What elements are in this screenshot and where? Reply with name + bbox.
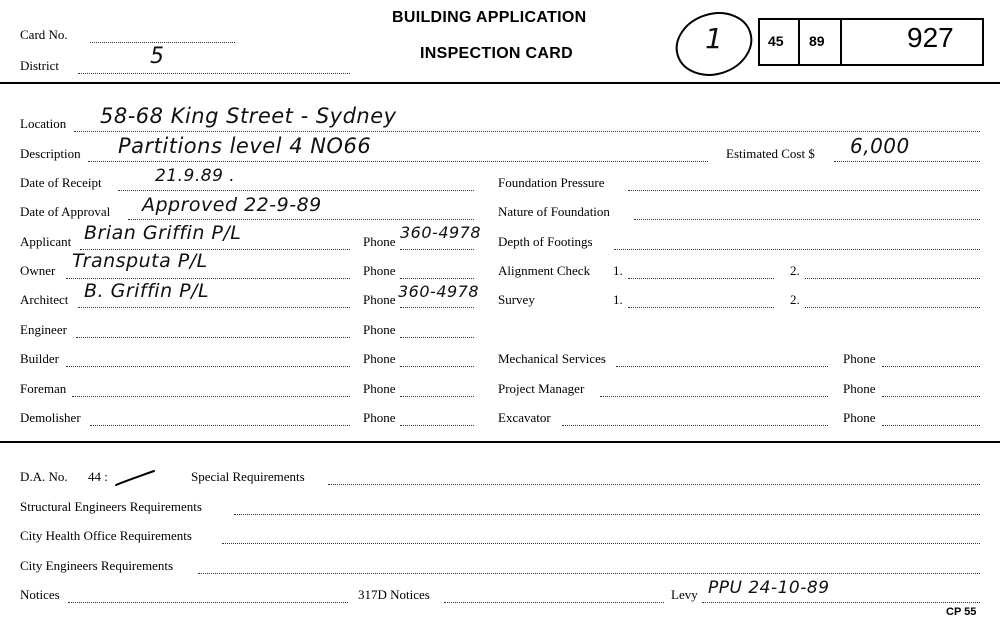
health-dotline bbox=[222, 543, 980, 544]
special-req-dotline bbox=[328, 484, 980, 485]
dash-mark-icon bbox=[112, 468, 158, 490]
structural-dotline bbox=[234, 514, 980, 515]
engineer-phone-dotline bbox=[400, 337, 474, 338]
da-no-value: 44 : bbox=[88, 469, 108, 484]
district-dotline bbox=[78, 73, 350, 74]
applicant-phone-value: 360-4978 bbox=[400, 223, 482, 242]
foundation-pressure-dotline bbox=[628, 190, 980, 191]
mechanical-phone-label: Phone bbox=[843, 351, 876, 366]
applicant-phone-label: Phone bbox=[363, 234, 396, 249]
applicant-value: Brian Griffin P/L bbox=[84, 222, 242, 244]
survey-2-label: 2. bbox=[790, 292, 800, 307]
foreman-dotline bbox=[72, 396, 350, 397]
levy-label: Levy bbox=[671, 587, 698, 602]
box-number-value: 927 bbox=[907, 22, 954, 53]
applicant-label: Applicant bbox=[20, 234, 72, 249]
special-req-label: Special Requirements bbox=[191, 469, 305, 484]
excavator-phone-label: Phone bbox=[843, 410, 876, 425]
survey-label: Survey bbox=[498, 292, 535, 307]
excavator-label: Excavator bbox=[498, 410, 551, 425]
notices-label: Notices bbox=[20, 587, 60, 602]
nature-foundation-dotline bbox=[634, 219, 980, 220]
box-a-value: 45 bbox=[768, 33, 784, 49]
date-receipt-dotline bbox=[118, 190, 474, 191]
description-dotline bbox=[88, 161, 708, 162]
alignment-1-dotline bbox=[628, 278, 774, 279]
description-value: Partitions level 4 NO66 bbox=[118, 134, 372, 158]
box-b-value: 89 bbox=[809, 33, 825, 49]
estimated-cost-dotline bbox=[834, 161, 980, 162]
district-label: District bbox=[20, 58, 59, 73]
architect-phone-dotline bbox=[400, 307, 474, 308]
mechanical-phone-dotline bbox=[882, 366, 980, 367]
da-no-label: D.A. No. bbox=[20, 469, 68, 484]
builder-phone-dotline bbox=[400, 366, 474, 367]
engineers-req-label: City Engineers Requirements bbox=[20, 558, 174, 573]
depth-footings-dotline bbox=[614, 249, 980, 250]
architect-phone-label: Phone bbox=[363, 292, 396, 307]
project-manager-phone-dotline bbox=[882, 396, 980, 397]
mechanical-label: Mechanical Services bbox=[498, 351, 606, 366]
structural-label: Structural Engineers Requirements bbox=[20, 499, 202, 514]
title-line2: INSPECTION CARD bbox=[420, 45, 573, 62]
notices-317d-label: 317D Notices bbox=[358, 587, 430, 602]
levy-value: PPU 24-10-89 bbox=[708, 578, 830, 598]
date-receipt-value: 21.9.89 . bbox=[155, 166, 236, 186]
applicant-phone-dotline bbox=[400, 249, 474, 250]
levy-dotline bbox=[702, 602, 980, 603]
location-label: Location bbox=[20, 116, 67, 131]
card-no-dotline bbox=[90, 42, 235, 43]
location-dotline bbox=[74, 131, 980, 132]
header-divider bbox=[0, 82, 1000, 84]
alignment-check-label: Alignment Check bbox=[498, 263, 591, 278]
notices-317d-dotline bbox=[444, 602, 664, 603]
demolisher-phone-dotline bbox=[400, 425, 474, 426]
date-receipt-label: Date of Receipt bbox=[20, 175, 102, 190]
survey-1-dotline bbox=[628, 307, 774, 308]
location-value: 58-68 King Street - Sydney bbox=[100, 104, 397, 128]
district-value: 5 bbox=[150, 44, 165, 69]
mechanical-dotline bbox=[616, 366, 828, 367]
foundation-pressure-label: Foundation Pressure bbox=[498, 175, 605, 190]
alignment-1-label: 1. bbox=[613, 263, 623, 278]
estimated-cost-value: 6,000 bbox=[850, 134, 910, 158]
form-code: CP 55 bbox=[946, 606, 977, 618]
owner-phone-dotline bbox=[400, 278, 474, 279]
project-manager-label: Project Manager bbox=[498, 381, 585, 396]
depth-footings-label: Depth of Footings bbox=[498, 234, 593, 249]
engineer-dotline bbox=[76, 337, 350, 338]
description-label: Description bbox=[20, 146, 81, 161]
card-no-label: Card No. bbox=[20, 27, 68, 42]
engineer-phone-label: Phone bbox=[363, 322, 396, 337]
date-approval-value: Approved 22-9-89 bbox=[142, 194, 322, 216]
architect-dotline bbox=[78, 307, 350, 308]
estimated-cost-label: Estimated Cost $ bbox=[726, 146, 815, 161]
engineer-label: Engineer bbox=[20, 322, 67, 337]
builder-phone-label: Phone bbox=[363, 351, 396, 366]
architect-label: Architect bbox=[20, 292, 69, 307]
owner-value: Transputa P/L bbox=[72, 250, 208, 272]
alignment-2-label: 2. bbox=[790, 263, 800, 278]
foreman-phone-label: Phone bbox=[363, 381, 396, 396]
survey-2-dotline bbox=[805, 307, 980, 308]
notices-dotline bbox=[68, 602, 348, 603]
owner-label: Owner bbox=[20, 263, 56, 278]
architect-phone-value: 360-4978 bbox=[398, 282, 480, 301]
alignment-2-dotline bbox=[805, 278, 980, 279]
architect-value: B. Griffin P/L bbox=[84, 280, 210, 302]
date-approval-dotline bbox=[128, 219, 474, 220]
demolisher-label: Demolisher bbox=[20, 410, 81, 425]
demolisher-dotline bbox=[90, 425, 350, 426]
health-label: City Health Office Requirements bbox=[20, 528, 192, 543]
excavator-dotline bbox=[562, 425, 828, 426]
owner-phone-label: Phone bbox=[363, 263, 396, 278]
project-manager-dotline bbox=[600, 396, 828, 397]
owner-dotline bbox=[66, 278, 350, 279]
nature-foundation-label: Nature of Foundation bbox=[498, 204, 610, 219]
circle-value: 1 bbox=[705, 22, 724, 55]
excavator-phone-dotline bbox=[882, 425, 980, 426]
date-approval-label: Date of Approval bbox=[20, 204, 111, 219]
survey-1-label: 1. bbox=[613, 292, 623, 307]
demolisher-phone-label: Phone bbox=[363, 410, 396, 425]
title-line1: BUILDING APPLICATION bbox=[392, 9, 587, 26]
builder-label: Builder bbox=[20, 351, 59, 366]
foreman-phone-dotline bbox=[400, 396, 474, 397]
foreman-label: Foreman bbox=[20, 381, 67, 396]
builder-dotline bbox=[66, 366, 350, 367]
engineers-req-dotline bbox=[198, 573, 980, 574]
project-manager-phone-label: Phone bbox=[843, 381, 876, 396]
section-divider bbox=[0, 441, 1000, 443]
